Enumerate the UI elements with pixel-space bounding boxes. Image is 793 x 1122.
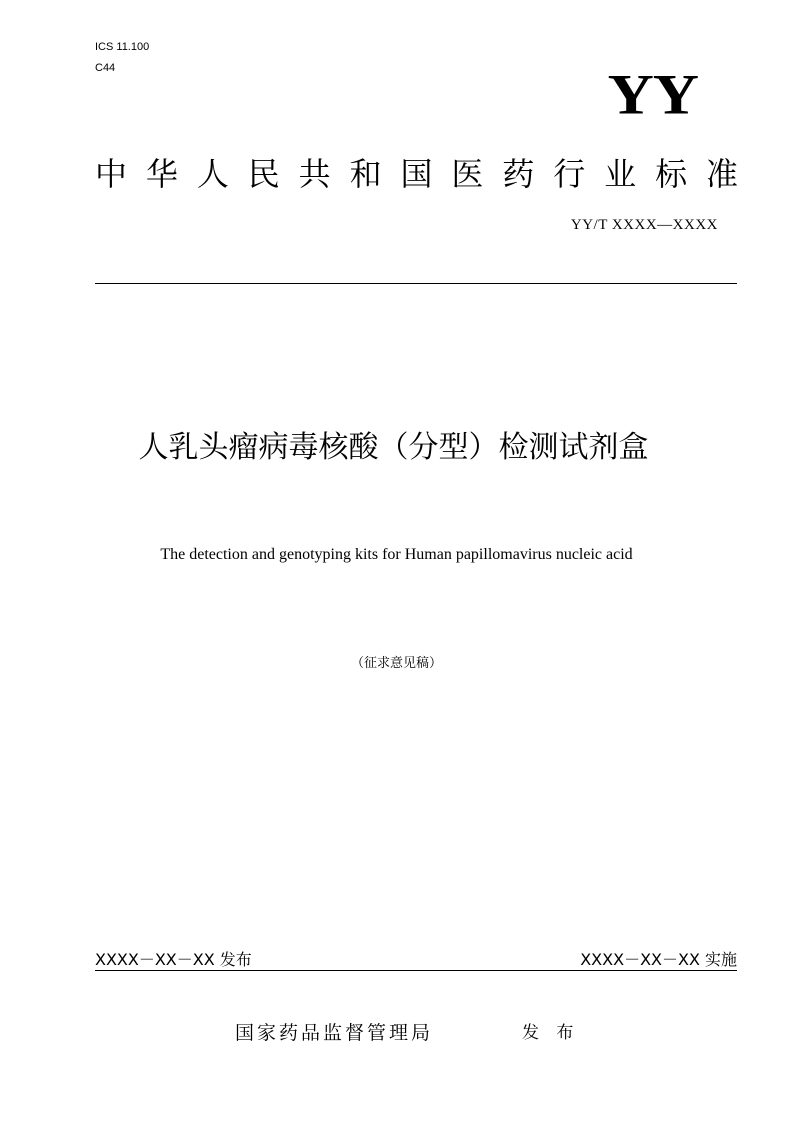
document-title-chinese: 人乳头瘤病毒核酸（分型）检测试剂盒 <box>138 430 649 465</box>
issue-label: 发 布 <box>522 1023 580 1043</box>
implementation-date: XXXX－XX－XX 实施 <box>580 950 737 969</box>
header-divider <box>95 283 737 284</box>
footer-divider <box>95 970 737 971</box>
standard-number: YY/T XXXX—XXXX <box>570 217 718 233</box>
standard-logo: YY <box>607 62 698 127</box>
document-title-english: The detection and genotyping kits for Human papillomavirus nucleic acid <box>160 546 633 563</box>
ccs-code: C44 <box>95 62 116 74</box>
standard-category-title: 中华人民共和国医药行业标准 <box>95 155 740 193</box>
issuing-authority: 国家药品监督管理局 <box>235 1022 434 1044</box>
draft-status: （征求意见稿） <box>350 656 442 671</box>
issue-date: XXXX－XX－XX 发布 <box>95 950 252 969</box>
ics-code: ICS 11.100 <box>95 41 150 53</box>
